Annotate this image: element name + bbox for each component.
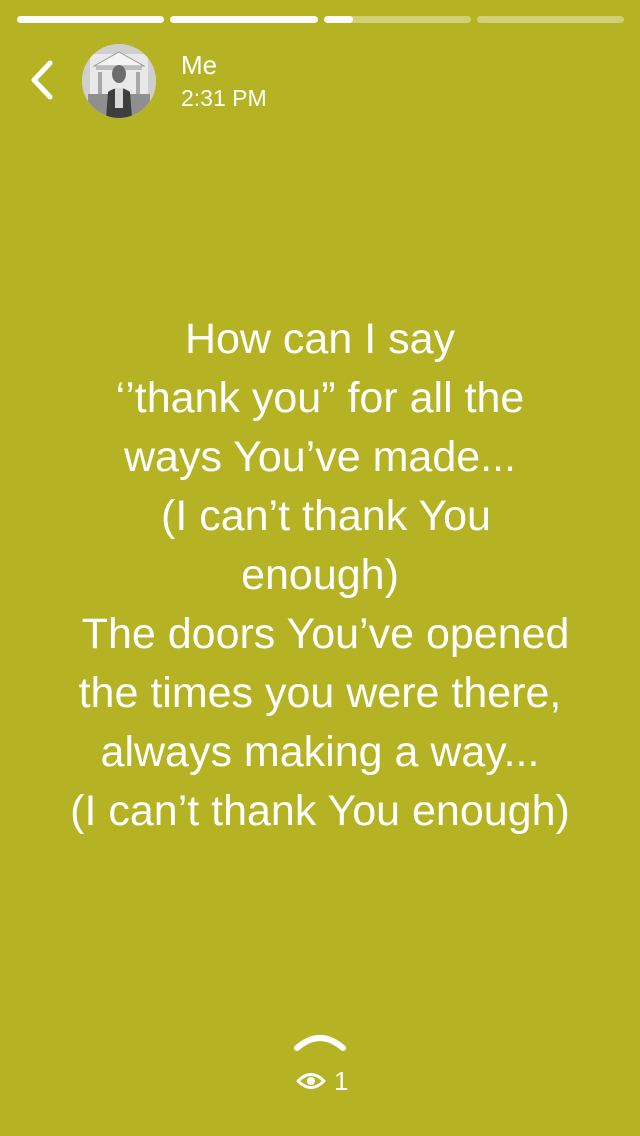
back-button[interactable] — [22, 54, 62, 106]
chevron-left-icon — [29, 59, 55, 101]
progress-segment — [477, 16, 624, 23]
progress-segment — [170, 16, 317, 23]
progress-segment — [17, 16, 164, 23]
eye-icon — [296, 1071, 326, 1091]
view-count-button[interactable] — [296, 1066, 348, 1096]
sender-name: Me — [181, 50, 218, 80]
progress-fill — [170, 16, 317, 23]
view-count: 1 — [334, 1066, 349, 1096]
status-text: How can I say ‘’thank you” for all the ways You’ve made... (I can’t thank You enough) The doors You’ve opened the times you were there, always making a way... (I can’t thank You enough) — [70, 315, 570, 835]
status-timestamp: 2:31 PM — [181, 85, 267, 111]
progress-fill — [17, 16, 164, 23]
chevron-up-icon — [292, 1026, 348, 1054]
avatar[interactable] — [82, 44, 156, 118]
progress-segment — [324, 16, 471, 23]
progress-fill — [324, 16, 353, 23]
avatar-photo — [82, 44, 156, 118]
swipe-up-button[interactable] — [292, 1026, 348, 1054]
status-progress-bars — [17, 16, 624, 23]
